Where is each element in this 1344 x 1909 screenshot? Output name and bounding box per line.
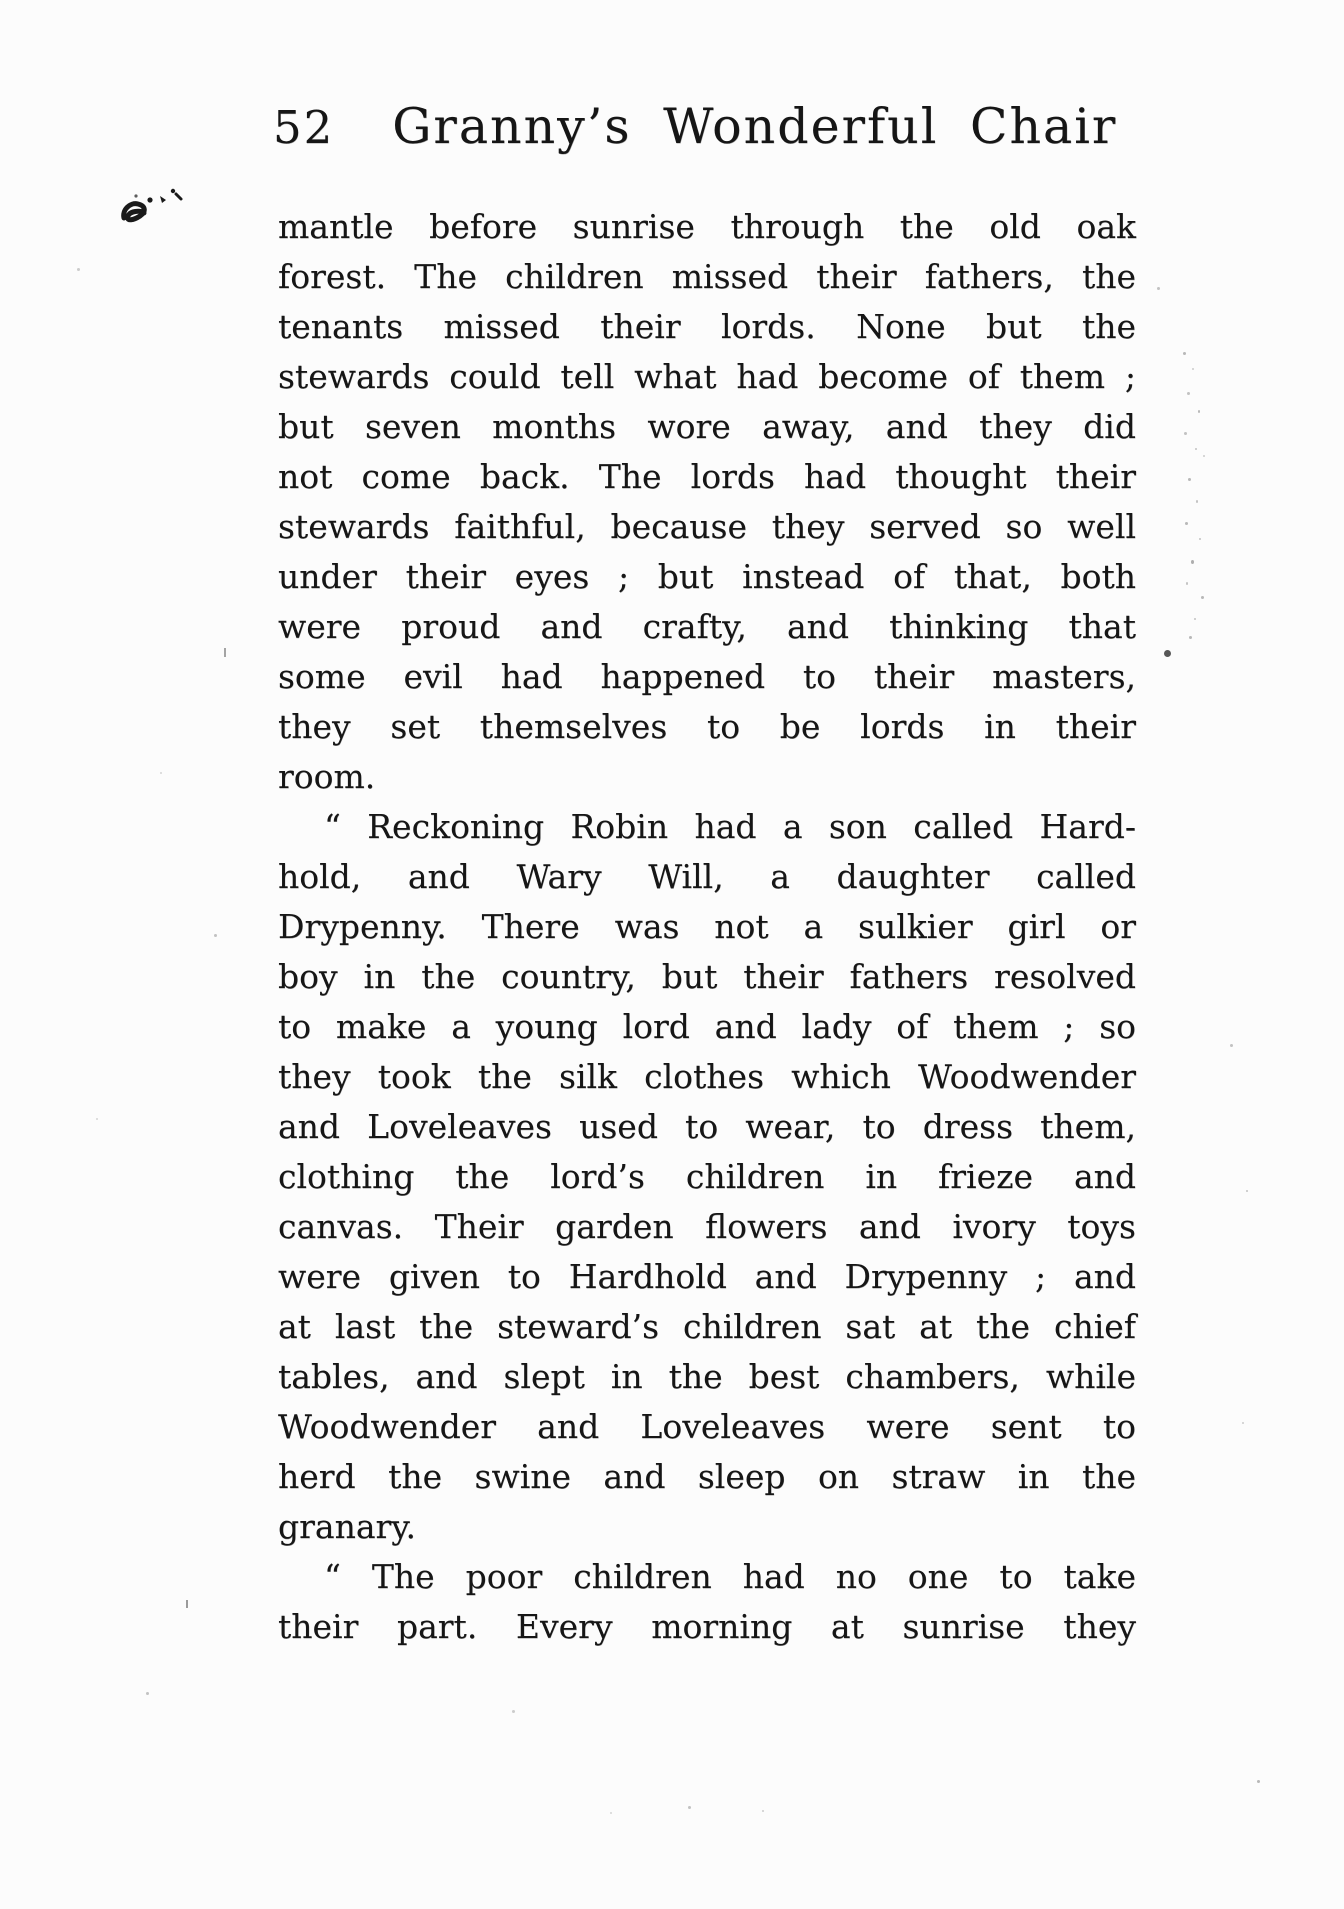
text-line: granary. <box>278 1507 417 1546</box>
text-line: under their eyes ; but instead of that, both <box>278 557 1136 596</box>
text-line: they took the silk clothes which Woodwender <box>278 1057 1136 1096</box>
text-line: stewards could tell what had become of them ; <box>278 357 1136 396</box>
text-line: hold, and Wary Will, a daughter called <box>278 857 1136 896</box>
text-line: some evil had happened to their masters, <box>278 657 1136 696</box>
text-line: Woodwender and Loveleaves were sent to <box>278 1407 1136 1446</box>
text-line: Drypenny. There was not a sulkier girl or <box>278 907 1136 946</box>
text-line: their part. Every morning at sunrise they <box>278 1607 1136 1646</box>
running-title: Granny’s Wonderful Chair <box>392 98 1118 155</box>
page-header <box>273 98 1117 155</box>
text-line: boy in the country, but their fathers resolved <box>278 957 1136 996</box>
text-line: and Loveleaves used to wear, to dress them, <box>278 1107 1136 1146</box>
text-line: herd the swine and sleep on straw in the <box>278 1457 1136 1496</box>
paragraph <box>278 202 1136 802</box>
text-line: tables, and slept in the best chambers, while <box>278 1357 1136 1396</box>
ink-smudge-icon <box>116 180 194 234</box>
text-line: room. <box>278 757 376 796</box>
page-text <box>278 202 1136 1652</box>
text-line: to make a young lord and lady of them ; so <box>278 1007 1136 1046</box>
text-line: but seven months wore away, and they did <box>278 407 1136 446</box>
paragraph <box>278 802 1136 1552</box>
text-line: were given to Hardhold and Drypenny ; and <box>278 1257 1136 1296</box>
text-line: at last the steward’s children sat at the chief <box>278 1307 1136 1346</box>
text-line: “ Reckoning Robin had a son called Hard- <box>324 807 1136 846</box>
text-line: canvas. Their garden flowers and ivory toys <box>278 1207 1136 1246</box>
text-line: stewards faithful, because they served so well <box>278 507 1136 546</box>
text-line: forest. The children missed their fathers, the <box>278 257 1136 296</box>
text-line: mantle before sunrise through the old oak <box>278 207 1136 246</box>
page-number: 52 <box>273 101 335 154</box>
text-line: tenants missed their lords. None but the <box>278 307 1136 346</box>
text-line: were proud and crafty, and thinking that <box>278 607 1136 646</box>
text-line: not come back. The lords had thought their <box>278 457 1136 496</box>
text-line: clothing the lord’s children in frieze and <box>278 1157 1136 1196</box>
text-line: “ The poor children had no one to take <box>324 1557 1136 1596</box>
text-line: they set themselves to be lords in their <box>278 707 1136 746</box>
paragraph <box>278 1552 1136 1652</box>
